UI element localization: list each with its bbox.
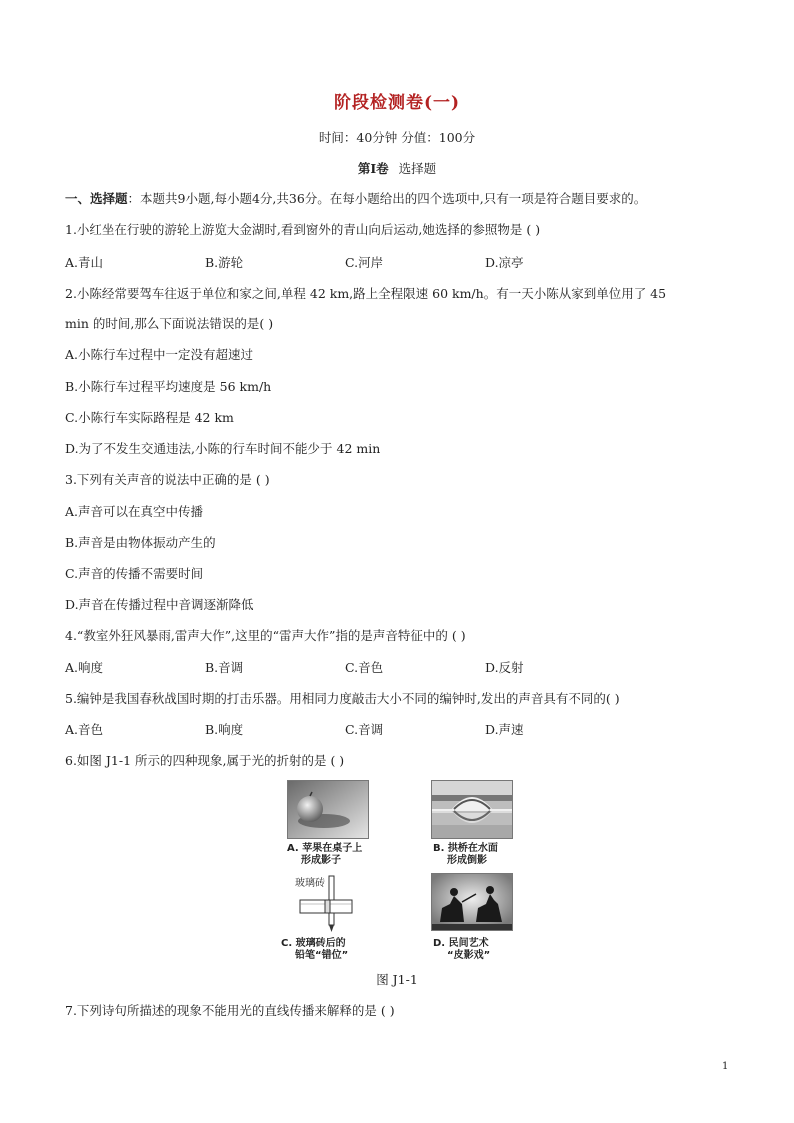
option-d: D.声速 <box>485 722 524 737</box>
option-d: D.凉亭 <box>485 255 524 270</box>
glass-pencil-drawing <box>292 872 362 934</box>
panel-a-caption: A. 苹果在桌子上 形成影子 <box>287 843 363 866</box>
glass-block-label: 玻璃砖 <box>295 878 325 889</box>
shadow-puppet-image <box>431 873 513 931</box>
exam-meta: 时间：40分钟 分值：100分 <box>318 130 476 145</box>
option-a: A.小陈行车过程中一定没有超速过 <box>65 347 254 362</box>
question-1-stem: 1.小红坐在行驶的游轮上游览大金湖时,看到窗外的青山向后运动,她选择的参照物是 ( ) <box>65 222 541 237</box>
option-b: B.声音是由物体振动产生的 <box>65 535 216 550</box>
apple-shadow-image <box>287 780 369 839</box>
option-a: A.声音可以在真空中传播 <box>65 504 204 519</box>
instructions-text: ：本题共9小题,每小题4分,共36分。在每小题给出的四个选项中,只有一项是符合题目要求的。 <box>127 191 647 206</box>
question-3-stem: 3.下列有关声音的说法中正确的是 ( ) <box>65 472 270 487</box>
option-b: B.响度 <box>205 722 244 737</box>
option-d: D.为了不发生交通违法,小陈的行车时间不能少于 42 min <box>65 441 381 456</box>
question-5-options <box>65 721 745 739</box>
page-number: 1 <box>722 1061 729 1072</box>
section-name: 选择题 <box>398 161 437 176</box>
bridge-reflection-image <box>431 780 513 839</box>
question-4-options <box>65 659 745 677</box>
option-c: C.河岸 <box>345 255 384 270</box>
option-a: A.响度 <box>65 660 104 675</box>
page-title: 阶段检测卷(一) <box>333 93 461 113</box>
option-b: B.游轮 <box>205 255 244 270</box>
option-b: B.小陈行车过程平均速度是 56 km/h <box>65 379 272 394</box>
option-c: C.小陈行车实际路程是 42 km <box>65 410 234 425</box>
option-d: D.声音在传播过程中音调逐渐降低 <box>65 597 254 612</box>
question-1-options <box>65 254 745 272</box>
option-c: C.声音的传播不需要时间 <box>65 566 204 581</box>
question-7-stem: 7.下列诗句所描述的现象不能用光的直线传播来解释的是 ( ) <box>65 1003 395 1018</box>
option-d: D.反射 <box>485 660 524 675</box>
figure-label: 图 J1-1 <box>376 972 418 987</box>
panel-b-caption: B. 拱桥在水面 形成倒影 <box>433 843 498 866</box>
option-c: C.音色 <box>345 660 384 675</box>
panel-d-caption: D. 民间艺术 “皮影戏” <box>433 938 491 961</box>
instructions-lead: 一、选择题 <box>65 191 128 206</box>
question-4-stem: 4.“教室外狂风暴雨,雷声大作”,这里的“雷声大作”指的是声音特征中的 ( ) <box>65 628 466 643</box>
section-heading <box>0 159 794 177</box>
option-c: C.音调 <box>345 722 384 737</box>
panel-c-caption: C. 玻璃砖后的 铅笔“错位” <box>281 938 349 961</box>
question-5-stem: 5.编钟是我国春秋战国时期的打击乐器。用相同力度敲击大小不同的编钟时,发出的声音具有不同的( ) <box>65 691 620 706</box>
option-a: A.青山 <box>65 255 104 270</box>
option-b: B.音调 <box>205 660 244 675</box>
question-6-stem: 6.如图 J1-1 所示的四种现象,属于光的折射的是 ( ) <box>65 753 345 768</box>
question-2-stem-line1: 2.小陈经常要驾车往返于单位和家之间,单程 42 km,路上全程限速 60 km/h。有一天小陈从家到单位用了 45 <box>65 286 667 301</box>
question-2-stem-line2: min 的时间,那么下面说法错误的是( ) <box>65 316 274 331</box>
option-a: A.音色 <box>65 722 104 737</box>
section-label: 第Ⅰ卷 <box>357 161 389 176</box>
instructions <box>65 190 646 208</box>
